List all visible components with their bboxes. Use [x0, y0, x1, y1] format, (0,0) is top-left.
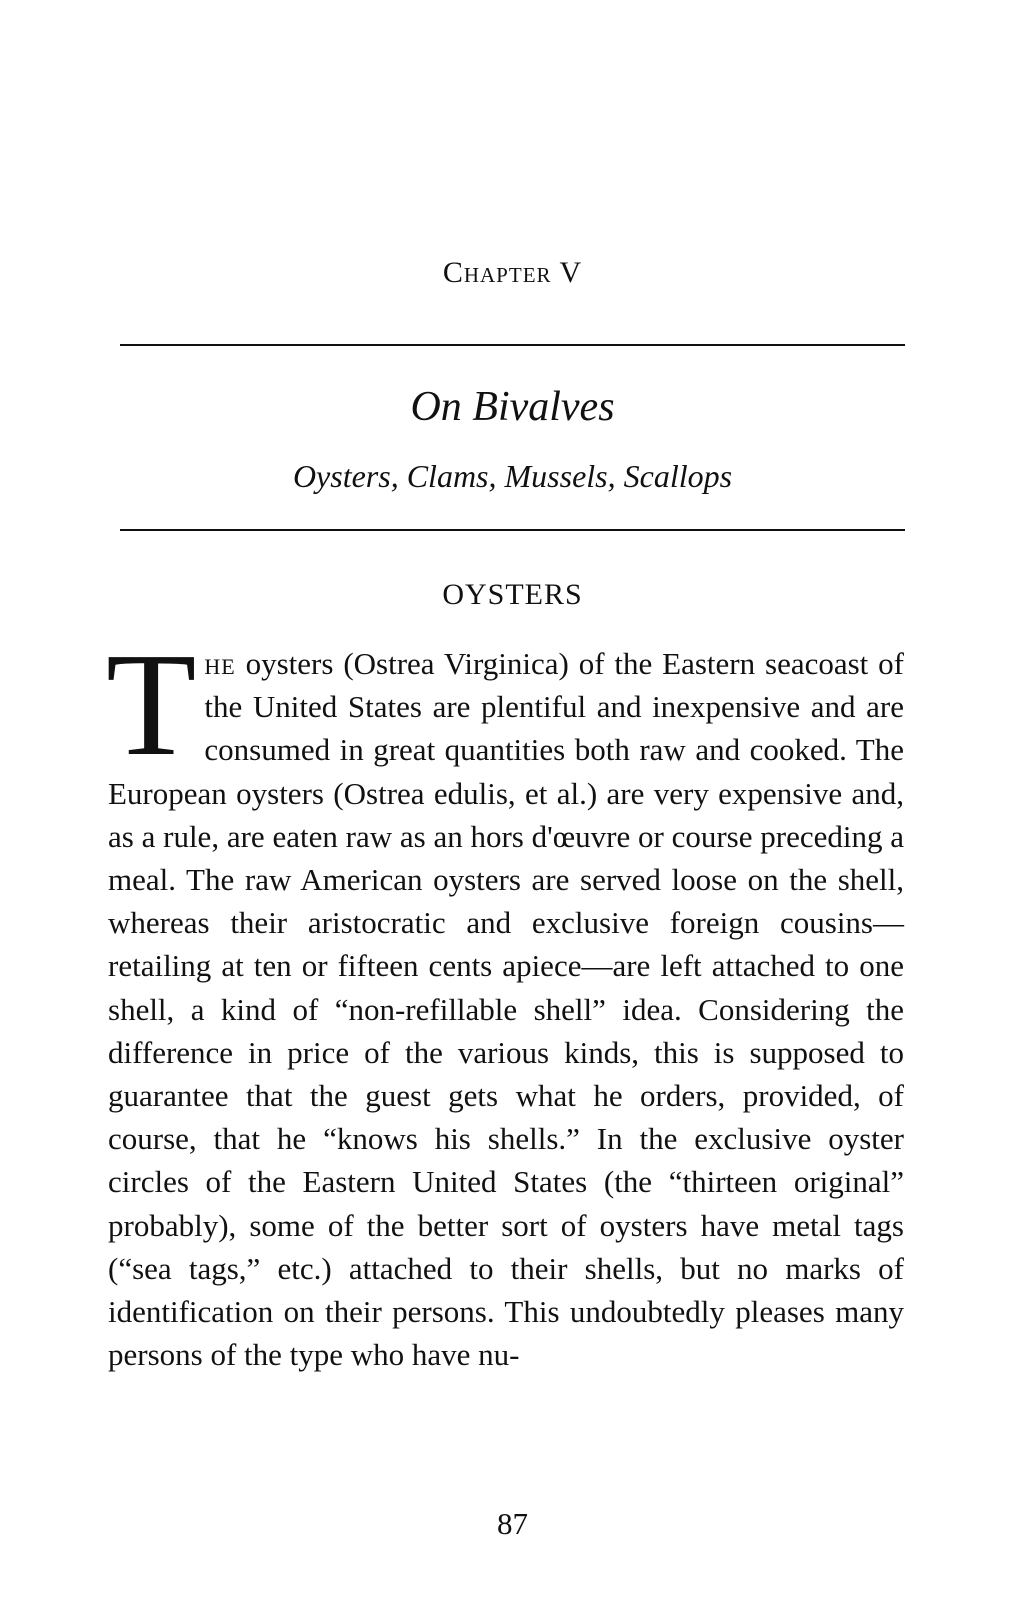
page-number: 87: [497, 1506, 528, 1541]
body-text: oysters (Ostrea Virginica) of the Eastern seacoast of the United States are plentiful and inexpensive and are consumed in great quantities both raw and cooked. The European oysters (Ostrea edulis, et al.) are very expensive and, as a rule, are eaten raw as an hors d'œuvre or course preceding a meal. The raw American oysters are served loose on the shell, whereas their aristocratic and exclusive foreign cousins—retailing at ten or fifteen cents apiece—are left attached to one shell, a kind of “non-refillable shell” idea. Considering the difference in price of the various kinds, this is supposed to guarantee that the guest gets what he orders, provided, of course, that he “knows his shells.” In the exclusive oyster circles of the Eastern United States (the “thirteen original” probably), some of the better sort of oysters have metal tags (“sea tags,” etc.) attached to their shells, but no marks of identification on their persons. This undoubtedly pleases many persons of the type who have nu-: [108, 646, 904, 1373]
chapter-heading: Chapter V: [442, 256, 583, 289]
section-heading: OYSTERS: [442, 578, 583, 611]
bottom-rule: [120, 529, 905, 531]
drop-cap: T: [106, 623, 197, 787]
body-paragraph: [106, 623, 904, 1376]
chapter-title: On Bivalves: [410, 384, 615, 430]
top-rule: [120, 344, 905, 346]
lead-in: he: [204, 646, 236, 681]
chapter-subtitle: Oysters, Clams, Mussels, Scallops: [292, 458, 733, 494]
